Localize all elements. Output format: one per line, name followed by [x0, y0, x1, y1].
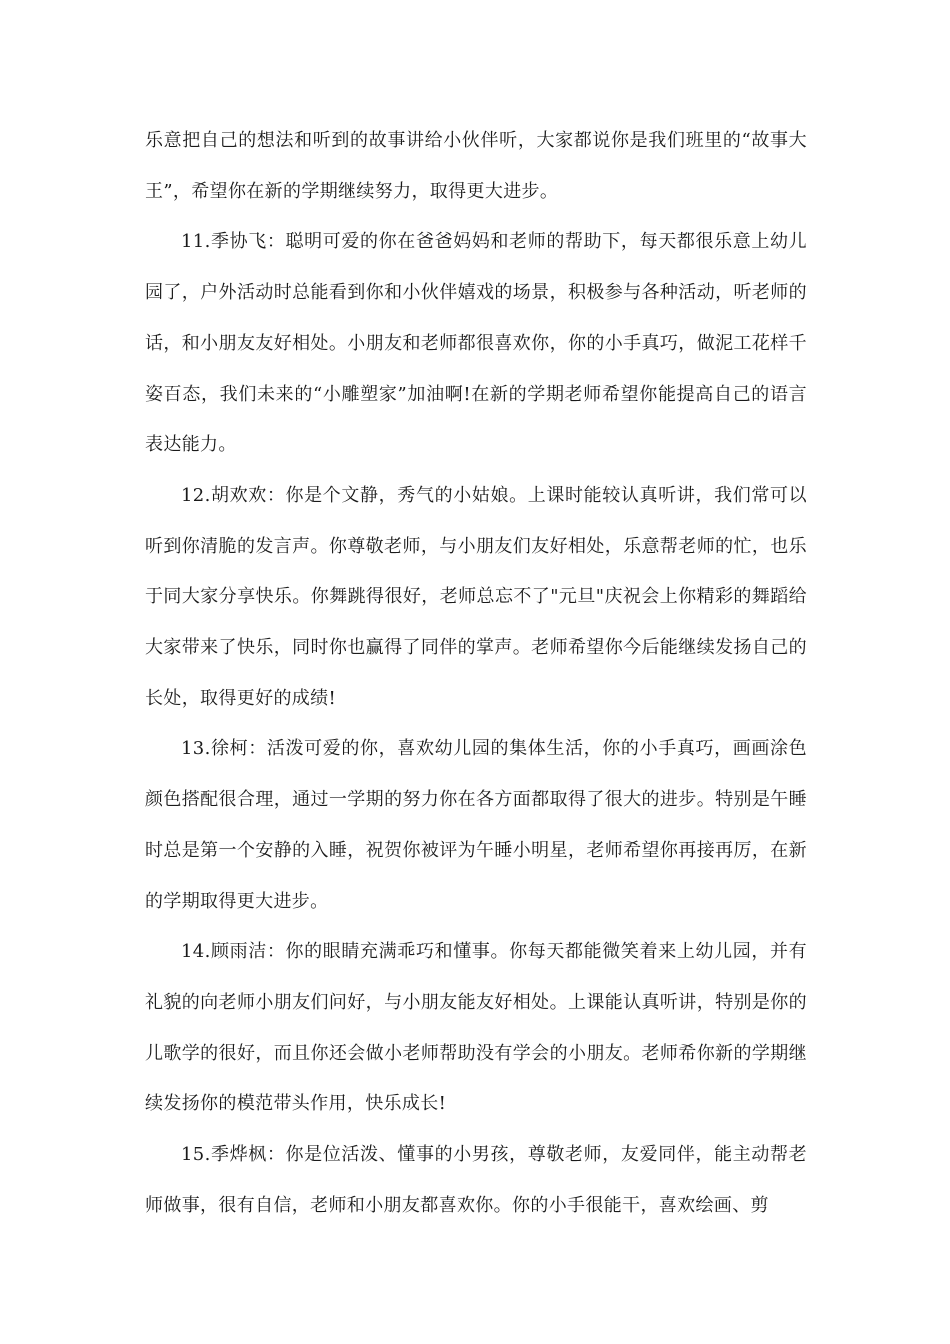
paragraph-comment-14: 14.顾雨洁：你的眼睛充满乖巧和懂事。你每天都能微笑着来上幼儿园，并有礼貌的向老师小朋友们问好，与小朋友能友好相处。上课能认真听讲，特别是你的儿歌学的很好，而且你还会做小老师帮助没有学会的小朋友。老师希你新的学期继续发扬你的模范带头作用，快乐成长! [145, 941, 807, 1115]
paragraph-comment-12: 12.胡欢欢：你是个文静，秀气的小姑娘。上课时能较认真听讲，我们常可以听到你清脆的发言声。你尊敬老师，与小朋友们友好相处，乐意帮老师的忙，也乐于同大家分享快乐。你舞跳得很好，老师总忘不了"元旦"庆祝会上你精彩的舞蹈给大家带来了快乐，同时你也赢得了同伴的掌声。老师希望你今后能继续发扬自己的长处，取得更好的成绩! [145, 484, 807, 709]
paragraph-continuation: 乐意把自己的想法和听到的故事讲给小伙伴听，大家都说你是我们班里的“故事大王”，希望你在新的学期继续努力，取得更大进步。 [145, 130, 807, 202]
paragraph-comment-13: 13.徐柯：活泼可爱的你，喜欢幼儿园的集体生活，你的小手真巧，画画涂色颜色搭配很合理，通过一学期的努力你在各方面都取得了很大的进步。特别是午睡时总是第一个安静的入睡，祝贺你被评为午睡小明星，老师希望你再接再厉，在新的学期取得更大进步。 [145, 738, 807, 912]
document-body [145, 116, 807, 1231]
paragraph-comment-11: 11.季协飞：聪明可爱的你在爸爸妈妈和老师的帮助下，每天都很乐意上幼儿园了，户外活动时总能看到你和小伙伴嬉戏的场景，积极参与各种活动，听老师的话，和小朋友友好相处。小朋友和老师都很喜欢你，你的小手真巧，做泥工花样千姿百态，我们未来的“小雕塑家”加油啊!在新的学期老师希望你能提高自己的语言表达能力。 [145, 231, 807, 456]
paragraph-comment-15: 15.季烨枫：你是位活泼、懂事的小男孩，尊敬老师，友爱同伴，能主动帮老师做事，很有自信，老师和小朋友都喜欢你。你的小手很能干，喜欢绘画、剪 [145, 1144, 807, 1216]
